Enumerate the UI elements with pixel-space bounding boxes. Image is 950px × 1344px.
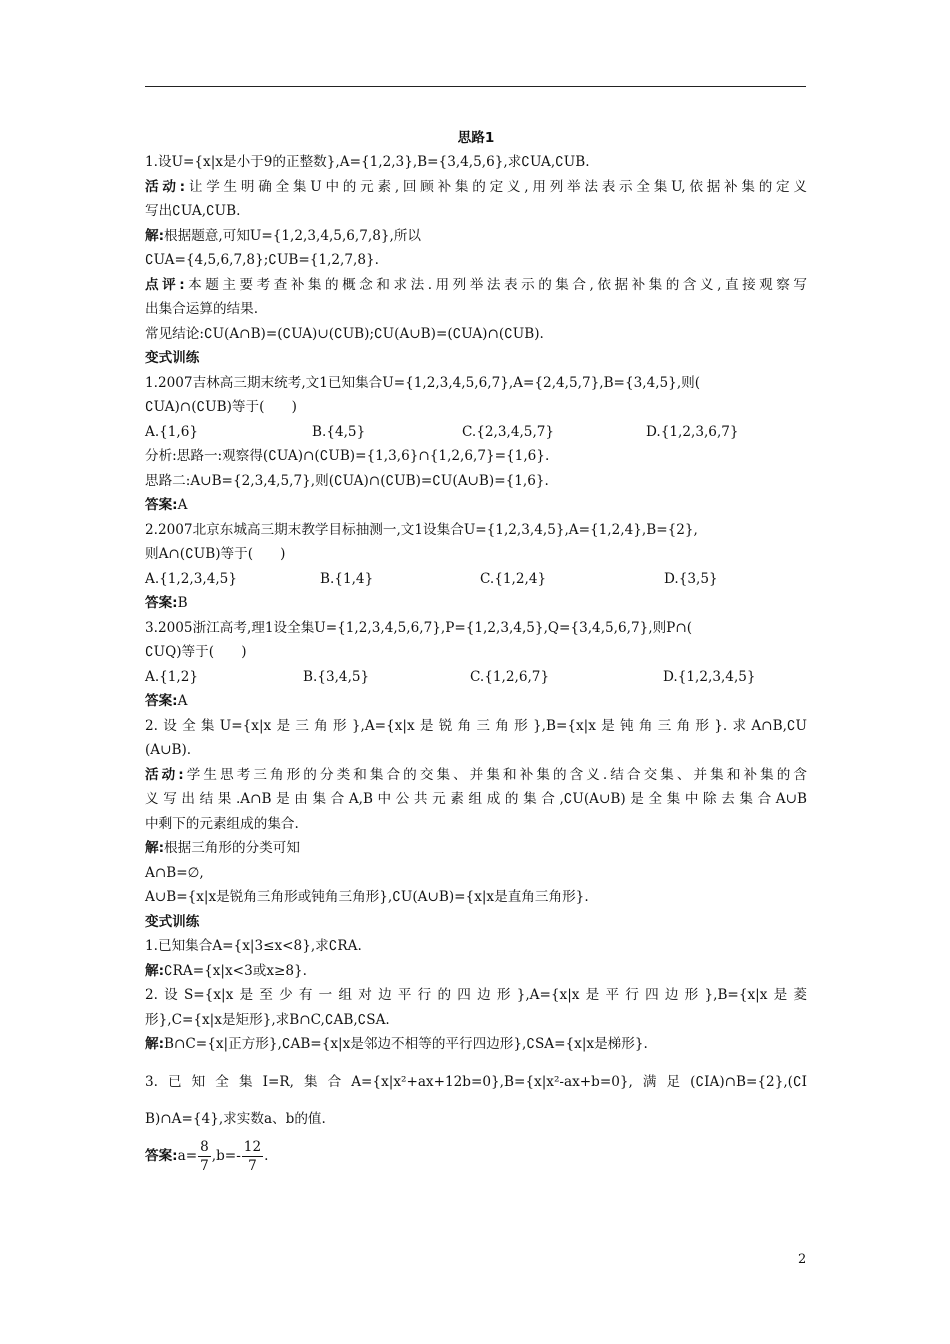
option-c: C.{1,2,6,7} [470, 668, 550, 685]
option-b: B.{4,5} [312, 423, 366, 440]
answer-3 [145, 689, 807, 714]
page-number: 2 [798, 1252, 807, 1267]
variant-training-heading: 变式训练 [145, 350, 200, 366]
analysis-1: 分析:思路一:观察得(∁UA)∩(∁UB)={1,3,6}∩{1,2,6,7}={1,6}. [145, 448, 550, 464]
exercise-1-cont: ∁UA)∩(∁UB)等于( ) [145, 399, 297, 415]
problem-1: 1.设U={x|x是小于9的正整数},A={1,2,3},B={3,4,5,6},求∁UA,∁UB. [145, 154, 590, 170]
answer-a-prefix: a= [177, 1148, 198, 1164]
exercise-1-options [145, 420, 807, 445]
exercise-b1: 1.已知集合A={x|3≤x<8},求∁RA. [145, 938, 362, 954]
document-body [145, 126, 807, 1181]
section-title: 思路1 [457, 130, 495, 146]
solution-text: 根据题意,可知U={1,2,3,4,5,6,7,8},所以 [164, 227, 422, 244]
exercise-3-options [145, 665, 807, 690]
exercise-b2-cont: 形},C={x|x是矩形},求B∩C,∁AB,∁SA. [145, 1011, 390, 1028]
comment-1-cont: 出集合运算的结果. [145, 301, 259, 317]
exercise-2-cont: 则A∩(∁UB)等于( ) [145, 546, 286, 562]
activity-1 [145, 175, 807, 200]
analysis-2: 思路二:A∪B={2,3,4,5,7},则(∁UA)∩(∁UB)=∁U(A∪B)={1,6}. [145, 472, 549, 489]
answer-label: 答案: [145, 693, 178, 709]
activity-text: 让学生明确全集U中的元素,回顾补集的定义,用列举法表示全集U,依据补集的定义 [185, 178, 807, 195]
solution-2-line1: A∩B=∅, [145, 864, 204, 881]
option-d: D.{3,5} [664, 570, 718, 587]
option-c: C.{1,2,4} [480, 570, 547, 587]
exercise-1: 1.2007吉林高三期末统考,文1已知集合U={1,2,3,4,5,6,7},A={2,4,5,7},B={3,4,5},则( [145, 374, 701, 391]
fraction-a-denominator: 7 [200, 1158, 209, 1174]
answer-label: 答案: [145, 497, 178, 513]
answer-b-prefix: ,b=- [211, 1148, 241, 1164]
solution-label: 解: [145, 1036, 165, 1052]
solution-2 [145, 836, 807, 861]
answer-label: 答案: [145, 1148, 178, 1164]
exercise-b3-cont: B)∩A={4},求实数a、b的值. [145, 1110, 326, 1127]
answer-label: 答案: [145, 595, 178, 611]
variant-training-heading-2: 变式训练 [145, 913, 200, 930]
option-b: B.{3,4,5} [303, 668, 370, 685]
option-d: D.{1,2,3,6,7} [646, 423, 739, 440]
option-a: A.{1,2} [145, 668, 199, 685]
exercise-b3: 3.已知全集I=R,集合A={x|x²+ax+12b=0},B={x|x²-ax+b=0},满足(∁IA)∩B={2},(∁I [145, 1073, 807, 1090]
solution-label: 解: [145, 840, 165, 856]
option-a: A.{1,2,3,4,5} [145, 570, 237, 587]
activity-label: 活动: [145, 766, 184, 783]
problem-2: 2.设全集U={x|x是三角形},A={x|x是锐角三角形},B={x|x是钝角三角形}.求A∩B,∁U [145, 717, 807, 734]
solution-text: B∩C={x|正方形},∁AB={x|x是邻边不相等的平行四边形},∁SA={x|x是梯形}. [164, 1036, 648, 1052]
activity-label: 活动: [145, 178, 186, 195]
solution-b2 [145, 1032, 807, 1057]
comment-text: 本题主要考查补集的概念和求法.用列举法表示的集合,依据补集的含义,直接观察写 [184, 276, 807, 293]
activity-text: 学生思考三角形的分类和集合的交集、并集和补集的含义.结合交集、并集和补集的含 [183, 766, 807, 783]
exercise-2: 2.2007北京东城高三期末教学目标抽测一,文1设集合U={1,2,3,4,5},A={1,2,4},B={2}, [145, 521, 698, 538]
fraction-b [242, 1138, 263, 1175]
exercise-b2: 2.设S={x|x是至少有一组对边平行的四边形},A={x|x是平行四边形},B={x|x是菱 [145, 987, 807, 1003]
end-period: . [264, 1148, 269, 1164]
option-a: A.{1,6} [145, 423, 199, 440]
comment-label: 点评: [145, 276, 185, 293]
solution-2-line2: A∪B={x|x是锐角三角形或钝角三角形},∁U(A∪B)={x|x是直角三角形}. [145, 889, 589, 905]
common-conclusion: 常见结论:∁U(A∩B)=(∁UA)∪(∁UB);∁U(A∪B)=(∁UA)∩(∁UB). [145, 325, 544, 342]
fraction-b-numerator: 12 [243, 1139, 262, 1155]
solution-label: 解: [145, 962, 165, 979]
option-b: B.{1,4} [320, 570, 374, 587]
solution-1 [145, 224, 807, 249]
exercise-3-cont: ∁UQ)等于( ) [145, 644, 247, 660]
fraction-b-denominator: 7 [248, 1158, 257, 1174]
activity-2-cont2: 中剩下的元素组成的集合. [145, 815, 299, 832]
fraction-a [198, 1138, 211, 1175]
solution-label: 解: [145, 227, 165, 244]
answer-value: B [177, 595, 188, 611]
answer-1 [145, 493, 807, 518]
problem-2-cont: (A∪B). [145, 742, 192, 758]
solution-text: 根据三角形的分类可知 [164, 840, 300, 856]
header-rule [145, 86, 806, 87]
answer-b3 [145, 1131, 807, 1181]
option-d: D.{1,2,3,4,5} [663, 668, 756, 685]
activity-2 [145, 763, 807, 788]
exercise-2-options [145, 567, 807, 592]
answer-value: A [177, 693, 188, 709]
solution-text: ∁RA={x|x<3或x≥8}. [164, 962, 307, 979]
option-c: C.{2,3,4,5,7} [462, 423, 555, 440]
solution-b1 [145, 959, 807, 984]
answer-2 [145, 591, 807, 616]
activity-2-cont: 义写出结果.A∩B是由集合A,B中公共元素组成的集合,∁U(A∪B)是全集中除去集合A∪B [145, 791, 807, 807]
solution-1-result: ∁UA={4,5,6,7,8};∁UB={1,2,7,8}. [145, 252, 379, 268]
fraction-a-numerator: 8 [200, 1139, 209, 1155]
answer-value: A [177, 497, 188, 513]
comment-1 [145, 273, 807, 298]
exercise-3: 3.2005浙江高考,理1设全集U={1,2,3,4,5,6,7},P={1,2,3,4,5},Q={3,4,5,6,7},则P∩( [145, 619, 693, 636]
activity-1-cont: 写出∁UA,∁UB. [145, 203, 241, 219]
